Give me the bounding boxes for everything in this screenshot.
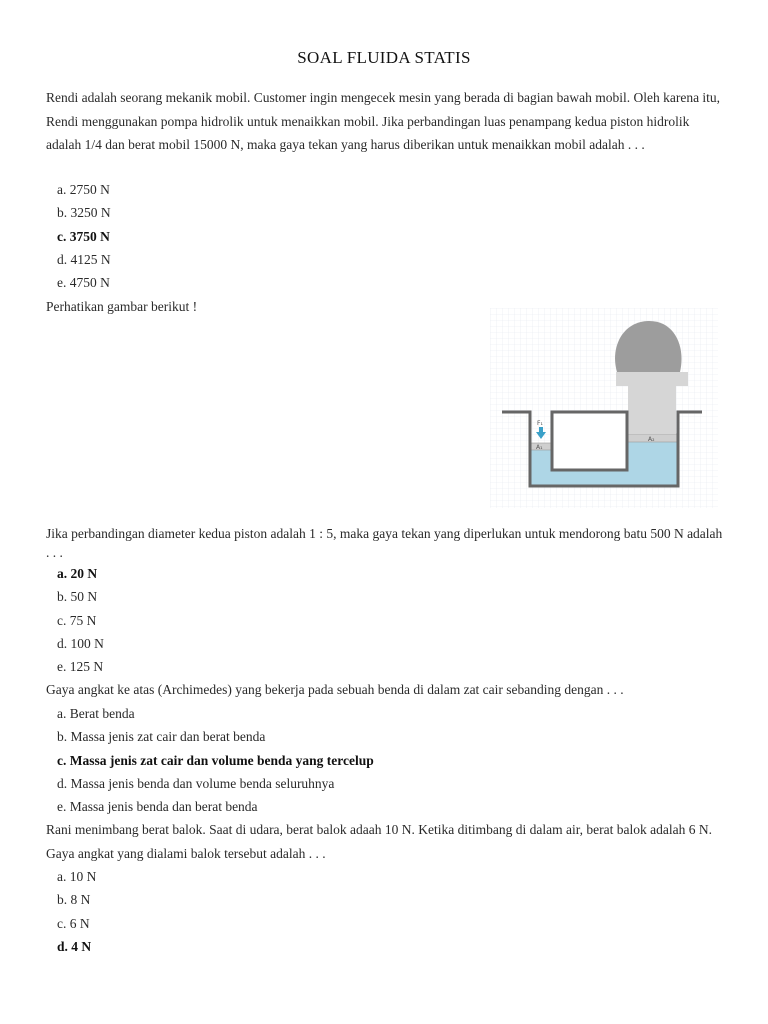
label-a1: A₁ — [536, 444, 543, 451]
question-3-text: Gaya angkat ke atas (Archimedes) yang bekerja pada sebuah benda di dalam zat cair sebanding dengan . . . — [46, 682, 624, 697]
question-1-options — [57, 178, 111, 294]
option-1d: d. 4125 N — [57, 251, 111, 267]
hydraulic-lift-figure — [490, 308, 718, 508]
option-2e: e. 125 N — [57, 659, 104, 675]
option-3e: e. Massa jenis benda dan berat benda — [57, 799, 258, 815]
label-a2: A₂ — [648, 436, 655, 443]
option-2a-answer: a. 20 N — [57, 566, 98, 581]
option-2c: c. 75 N — [57, 612, 97, 628]
question-3-options — [57, 702, 374, 818]
option-2d: d. 100 N — [57, 635, 104, 651]
question-4-text: Rani menimbang berat balok. Saat di udara, berat balok adaah 10 N. Ketika ditimbang di dalam air, berat balok adalah 6 N. Gaya angkat yang dialami balok tersebut adalah . . . — [46, 822, 712, 861]
question-2-options — [57, 562, 104, 678]
question-2-intro: Perhatikan gambar berikut ! — [46, 299, 198, 314]
water-right — [627, 442, 678, 486]
question-4-options — [57, 865, 96, 958]
option-4b: b. 8 N — [57, 892, 91, 908]
option-4a: a. 10 N — [57, 869, 97, 884]
option-1a: a. 2750 N — [57, 182, 110, 197]
option-1e: e. 4750 N — [57, 275, 110, 291]
question-2-text: Jika perbandingan diameter kedua piston adalah 1 : 5, maka gaya tekan yang diperlukan untuk mendorong batu 500 N adalah . . . — [46, 526, 723, 560]
piston-column — [628, 386, 676, 434]
question-1-text: Rendi adalah seorang mekanik mobil. Customer ingin mengecek mesin yang berada di bagian bawah mobil. Oleh karena itu, Rendi menggunakan pompa hidrolik untuk menaikkan mobil. Jika perbandingan luas penampang kedua piston hidrolik adalah 1/4 dan berat mobil 15000 N, maka gaya tekan yang harus diberikan untuk menaikkan mobil adalah . . . — [46, 90, 721, 152]
option-3d: d. Massa jenis benda dan volume benda seluruhnya — [57, 775, 335, 791]
option-1b: b. 3250 N — [57, 205, 111, 221]
option-3c-answer: c. Massa jenis zat cair dan volume benda yang tercelup — [57, 752, 374, 768]
page-title: SOAL FLUIDA STATIS — [297, 48, 471, 67]
vessel-inner-wall — [552, 412, 627, 470]
option-2b: b. 50 N — [57, 589, 98, 605]
option-4d-answer: d. 4 N — [57, 938, 92, 954]
option-4c: c. 6 N — [57, 915, 90, 931]
piston-table — [616, 372, 688, 386]
label-f1: F₁ — [537, 420, 543, 427]
option-1c-answer: c. 3750 N — [57, 228, 110, 244]
option-3b: b. Massa jenis zat cair dan berat benda — [57, 729, 266, 745]
option-3a: a. Berat benda — [57, 706, 135, 721]
